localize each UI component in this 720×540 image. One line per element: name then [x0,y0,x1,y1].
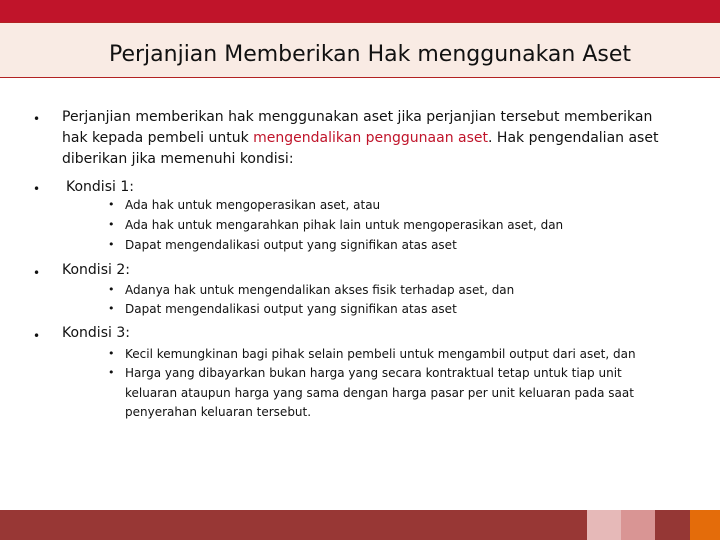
bullet-marker: • [33,329,41,343]
sub-bullet-marker: • [108,366,115,379]
kondisi-3-item: Kecil kemungkinan bagi pihak selain pembeli untuk mengambil output dari aset, dan [125,347,636,361]
kondisi-1-heading: Kondisi 1: [66,179,134,195]
bullet-marker: • [33,182,41,196]
bullet-marker: • [33,266,41,280]
sub-bullet-marker: • [108,238,115,251]
intro-line-2 [62,128,658,148]
intro-text: hak kepada pembeli untuk [62,130,254,146]
kondisi-3-item-line: keluaran ataupun harga yang sama dengan harga pasar per unit keluaran pada saat [125,386,634,400]
kondisi-1-item: Ada hak untuk mengoperasikan aset, atau [125,198,381,212]
footer-square [621,510,655,540]
sub-bullet-marker: • [108,218,115,231]
sub-bullet-marker: • [108,283,115,296]
kondisi-1-item: Dapat mengendalikasi output yang signifikan atas aset [125,238,457,252]
kondisi-1-item: Ada hak untuk mengarahkan pihak lain untuk mengoperasikan aset, dan [125,218,564,232]
kondisi-3-heading: Kondisi 3: [62,325,130,341]
kondisi-3-item-line: penyerahan keluaran tersebut. [125,405,312,419]
highlight-text: mengendalikan penggunaan aset [253,130,489,146]
intro-line-3: diberikan jika memenuhi kondisi: [62,151,294,167]
footer-square [587,510,621,540]
slide-title: Perjanjian Memberikan Hak menggunakan Aset [108,42,632,67]
sub-bullet-marker: • [108,347,115,360]
kondisi-3-item-line: Harga yang dibayarkan bukan harga yang secara kontraktual tetap untuk tiap unit [125,366,622,380]
sub-bullet-marker: • [108,302,115,315]
kondisi-2-item: Dapat mengendalikasi output yang signifikan atas aset [125,302,457,316]
kondisi-2-heading: Kondisi 2: [62,262,130,278]
footer-square [690,510,720,540]
sub-bullet-marker: • [108,198,115,211]
footer-square [655,510,690,540]
intro-line-1: Perjanjian memberikan hak menggunakan aset jika perjanjian tersebut memberikan [62,109,653,125]
kondisi-2-item: Adanya hak untuk mengendalikan akses fisik terhadap aset, dan [125,283,515,297]
intro-text: . Hak pengendalian aset [488,130,659,146]
bullet-marker: • [33,112,41,126]
